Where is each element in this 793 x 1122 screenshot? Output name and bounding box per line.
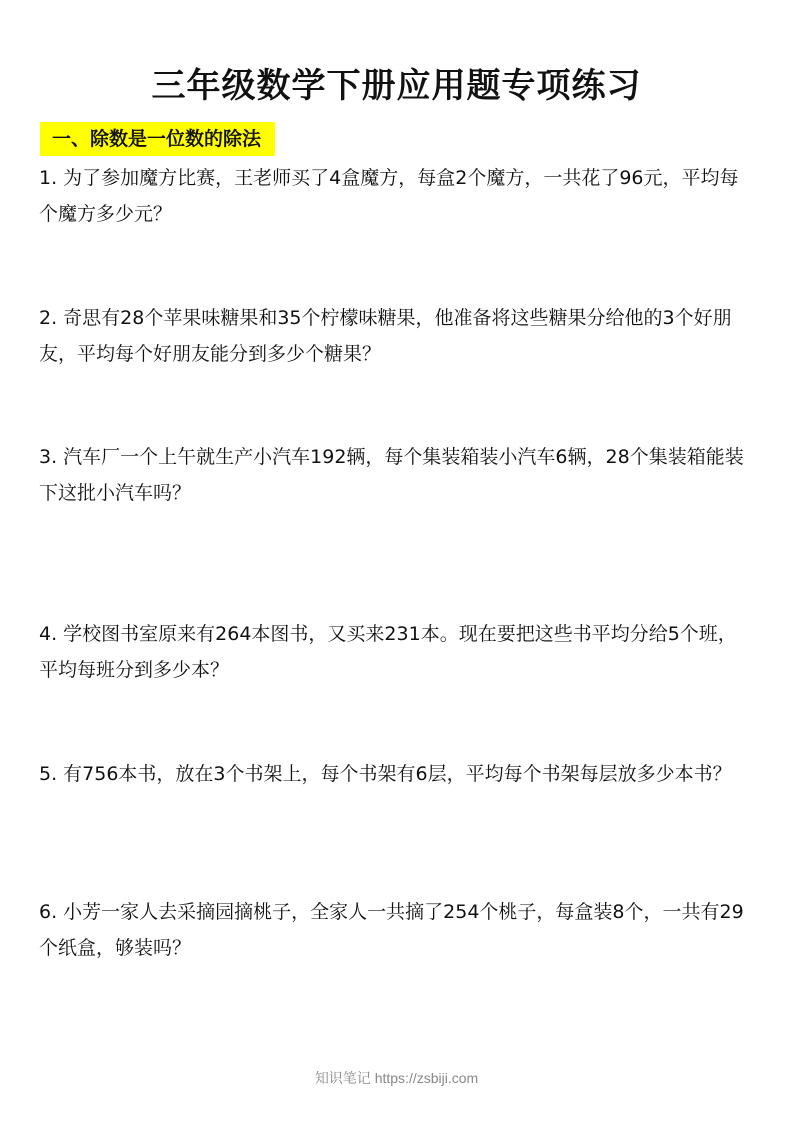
section-heading: 一、除数是一位数的除法 — [40, 122, 275, 156]
question-4: 4. 学校图书室原来有264本图书，又买来231本。现在要把这些书平均分给5个班，平均每班分到多少本？ — [39, 623, 737, 681]
question-1: 1. 为了参加魔方比赛，王老师买了4盒魔方，每盒2个魔方，一共花了96元，平均每个魔方多少元？ — [39, 167, 739, 225]
page-title: 三年级数学下册应用题专项练习 — [151, 66, 642, 106]
question-2: 2. 奇思有28个苹果味糖果和35个柠檬味糖果，他准备将这些糖果分给他的3个好朋友，平均每个好朋友能分到多少个糖果？ — [39, 307, 732, 365]
question-5: 5. 有756本书，放在3个书架上，每个书架有6层，平均每个书架每层放多少本书？ — [39, 763, 732, 785]
question-6: 6. 小芳一家人去采摘园摘桃子，全家人一共摘了254个桃子，每盒装8个，一共有29个纸盒，够装吗？ — [39, 901, 744, 959]
footer-watermark: 知识笔记 https://zsbiji.com — [314, 1070, 479, 1086]
question-3: 3. 汽车厂一个上午就生产小汽车192辆，每个集装箱装小汽车6辆，28个集装箱能装下这批小汽车吗？ — [39, 446, 744, 504]
